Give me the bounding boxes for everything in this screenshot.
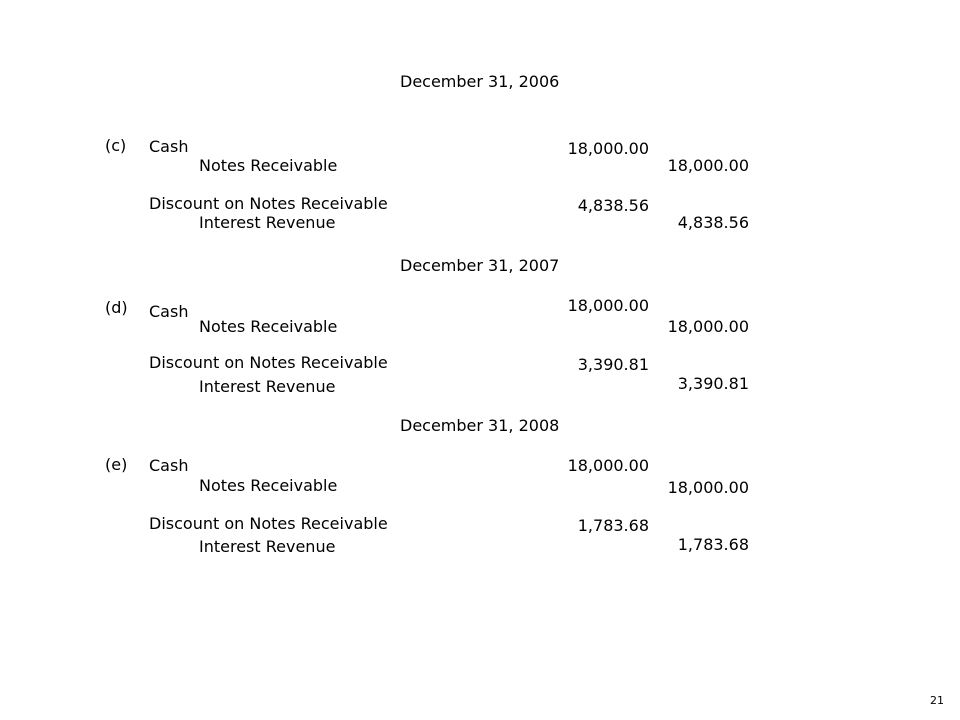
debit-amount-discount: 1,783.68 (577, 516, 649, 535)
credit-amount-notes-receivable: 18,000.00 (667, 317, 749, 336)
debit-amount-cash: 18,000.00 (567, 296, 649, 315)
debit-account-discount: Discount on Notes Receivable (149, 194, 388, 213)
entry-date: December 31, 2007 (400, 256, 560, 275)
entry-letter: (c) (105, 136, 127, 155)
credit-amount-notes-receivable: 18,000.00 (667, 478, 749, 497)
page-number: 21 (930, 694, 944, 707)
debit-amount-cash: 18,000.00 (567, 456, 649, 475)
credit-account-interest-revenue: Interest Revenue (199, 537, 336, 556)
credit-amount-interest-revenue: 3,390.81 (677, 374, 749, 393)
credit-amount-notes-receivable: 18,000.00 (667, 156, 749, 175)
debit-account-cash: Cash (149, 137, 189, 156)
entry-date: December 31, 2008 (400, 416, 560, 435)
debit-account-discount: Discount on Notes Receivable (149, 514, 388, 533)
debit-amount-discount: 3,390.81 (577, 355, 649, 374)
credit-account-notes-receivable: Notes Receivable (199, 317, 338, 336)
credit-account-notes-receivable: Notes Receivable (199, 156, 338, 175)
credit-account-notes-receivable: Notes Receivable (199, 476, 338, 495)
credit-account-interest-revenue: Interest Revenue (199, 213, 336, 232)
credit-amount-interest-revenue: 1,783.68 (677, 535, 749, 554)
credit-amount-interest-revenue: 4,838.56 (677, 213, 749, 232)
debit-amount-discount: 4,838.56 (577, 196, 649, 215)
debit-account-discount: Discount on Notes Receivable (149, 353, 388, 372)
credit-account-interest-revenue: Interest Revenue (199, 377, 336, 396)
entry-letter: (e) (105, 455, 128, 474)
debit-account-cash: Cash (149, 302, 189, 321)
entry-letter: (d) (105, 298, 128, 317)
debit-amount-cash: 18,000.00 (567, 139, 649, 158)
debit-account-cash: Cash (149, 456, 189, 475)
entry-date: December 31, 2006 (400, 72, 560, 91)
